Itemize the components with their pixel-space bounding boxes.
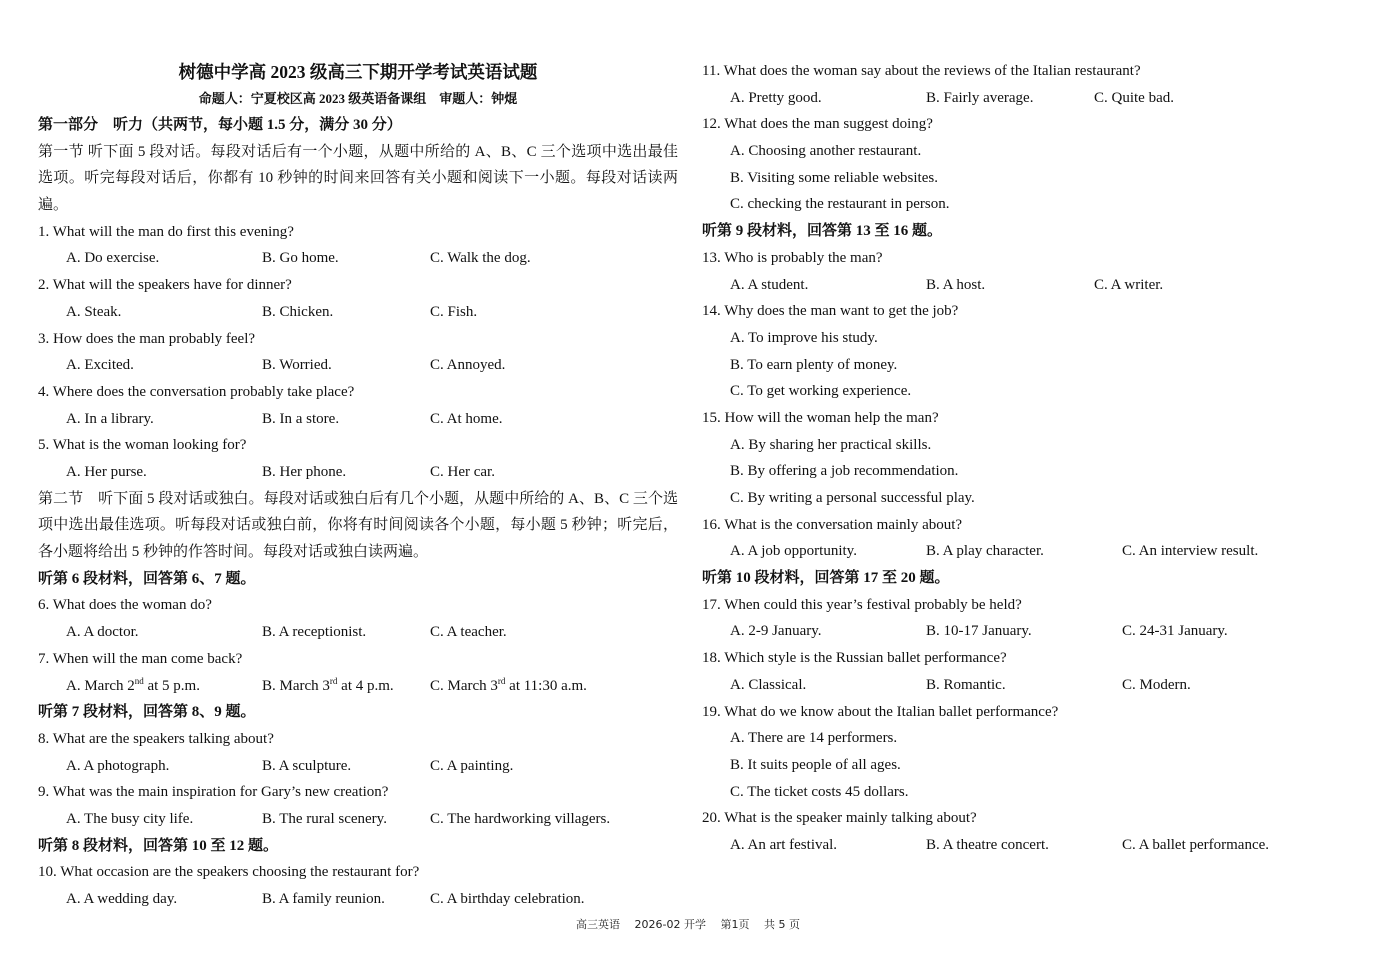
option-b: B. A play character. [926,543,1044,560]
option-c: C. Modern. [1122,676,1191,693]
question-14-option-a: A. To improve his study. [730,329,878,346]
option-a: A. Her purse. [66,463,147,480]
question-15-option-a: A. By sharing her practical skills. [730,436,932,453]
option-b: B. 10-17 January. [926,623,1032,640]
question-2: 2. What will the speakers have for dinner? [38,277,292,294]
option-b-date: B. March 3 [262,677,330,694]
option-c: C. Walk the dog. [430,250,531,267]
right-column [702,58,1342,859]
option-b: B. Her phone. [262,463,347,480]
question-14-option-b: B. To earn plenty of money. [730,356,898,373]
option-b: B. The rural scenery. [262,810,387,827]
question-6: 6. What does the woman do? [38,597,212,614]
question-15: 15. How will the woman help the man? [702,409,939,426]
material-6-heading: 听第 6 段材料，回答第 6、7 题。 [38,570,256,587]
option-a: A. A job opportunity. [730,543,857,560]
question-12-option-a: A. Choosing another restaurant. [730,143,922,160]
option-c: C. A birthday celebration. [430,891,585,908]
question-17-options [702,618,1342,645]
option-a-time: at 5 p.m. [143,677,200,694]
option-a: A. The busy city life. [66,810,194,827]
question-12-option-b: B. Visiting some reliable websites. [730,169,938,186]
question-19: 19. What do we know about the Italian ballet performance? [702,703,1059,720]
left-column [38,58,678,913]
option-a: A. 2-9 January. [730,623,822,640]
option-c: C. The hardworking villagers. [430,810,611,827]
option-a: A. A photograph. [66,757,170,774]
question-12-option-c: C. checking the restaurant in person. [730,196,950,213]
question-11: 11. What does the woman say about the reviews of the Italian restaurant? [702,63,1141,79]
section1-intro: 第一节 听下面 5 段对话。每段对话后有一个小题，从题中所给的 A、B、C 三个选项中选出最佳选项。听完每段对话后，你都有 10 秒钟的时间来回答有关小题和阅读下一小题。每段对话读两遍。 [38,143,678,214]
option-c: C. Her car. [430,463,495,480]
option-a-suffix: nd [134,675,144,686]
option-c: C. A teacher. [430,624,507,641]
question-17: 17. When could this year’s festival probably be held? [702,596,1022,613]
material-9-heading: 听第 9 段材料，回答第 13 至 16 题。 [702,223,943,240]
option-a: A. Excited. [66,357,134,374]
question-19-option-a: A. There are 14 performers. [730,730,898,747]
question-8-options [38,753,678,780]
option-a: A. Classical. [730,676,807,693]
question-5-options [38,459,678,486]
material-7-heading: 听第 7 段材料，回答第 8、9 题。 [38,704,256,721]
option-c-suffix: rd [497,675,506,686]
option-b: B. A theatre concert. [926,836,1049,853]
question-16-options [702,538,1342,565]
question-15-option-b: B. By offering a job recommendation. [730,463,959,480]
option-c: C. A painting. [430,757,514,774]
option-c: C. An interview result. [1122,543,1259,560]
question-7-options [38,673,678,700]
question-15-option-c: C. By writing a personal successful play. [730,490,975,506]
option-c: C. A ballet performance. [1122,836,1270,853]
exam-authors: 命题人：宁夏校区高 2023 级英语备课组 审题人：钟焜 [198,91,518,106]
page-footer: 高三英语 2026-02 开学 第1页 共 5 页 [576,918,800,931]
option-c: C. Annoyed. [430,357,506,374]
option-b: B. Chicken. [262,303,334,320]
question-3: 3. How does the man probably feel? [38,330,256,347]
question-14: 14. Why does the man want to get the job? [702,303,959,320]
option-a: A. In a library. [66,410,154,427]
option-c: C. A writer. [1094,276,1164,293]
question-7: 7. When will the man come back? [38,650,243,667]
question-13-options [702,272,1342,299]
question-1: 1. What will the man do first this evening? [38,223,294,240]
question-4-options [38,406,678,433]
material-8-heading: 听第 8 段材料，回答第 10 至 12 题。 [38,837,279,854]
question-14-option-c: C. To get working experience. [730,383,912,400]
option-a: A. Pretty good. [730,89,822,106]
option-b: B. A host. [926,276,986,293]
option-b: B. Go home. [262,250,339,267]
question-1-options [38,245,678,272]
option-c: C. At home. [430,410,503,427]
question-18: 18. Which style is the Russian ballet performance? [702,650,1007,667]
question-20-options [702,832,1342,859]
option-a-date: A. March 2 [66,677,135,694]
option-b-suffix: rd [329,675,338,686]
option-b: B. A sculpture. [262,757,352,774]
option-c-date: C. March 3 [430,677,498,694]
option-a: A. A wedding day. [66,891,178,908]
question-12: 12. What does the man suggest doing? [702,116,933,133]
option-b: B. Worried. [262,357,332,374]
exam-title: 树德中学高 2023 级高三下期开学考试英语试题 [178,62,538,82]
option-b: B. A receptionist. [262,624,367,641]
question-5: 5. What is the woman looking for? [38,437,247,454]
question-19-option-c: C. The ticket costs 45 dollars. [730,783,909,800]
option-a: A. Steak. [66,303,122,320]
option-a: A. An art festival. [730,836,838,853]
question-20: 20. What is the speaker mainly talking about? [702,810,977,827]
question-9-options [38,806,678,833]
question-16: 16. What is the conversation mainly about? [702,516,963,533]
question-13: 13. Who is probably the man? [702,249,883,266]
question-3-options [38,352,678,379]
option-c-time: at 11:30 a.m. [505,677,587,694]
question-9: 9. What was the main inspiration for Gary’s new creation? [38,784,389,801]
option-b: B. In a store. [262,410,340,427]
option-b-time: at 4 p.m. [337,677,394,694]
question-18-options [702,672,1342,699]
option-c: C. Quite bad. [1094,89,1174,106]
material-10-heading: 听第 10 段材料，回答第 17 至 20 题。 [702,570,950,587]
part1-heading: 第一部分 听力（共两节，每小题 1.5 分，满分 30 分） [38,117,402,133]
option-c: C. 24-31 January. [1122,623,1228,640]
question-2-options [38,299,678,326]
section2-intro: 第二节 听下面 5 段对话或独白。每段对话或独白后有几个小题，从题中所给的 A、B、C 三个选项中选出最佳选项。听每段对话或独白前，你将有时间阅读各个小题，每小题 5 秒钟；听完后，各小题将给出 5 秒钟的作答时间。每段对话或独白读两遍。 [38,490,678,561]
option-b: B. Romantic. [926,676,1006,693]
question-10-options [38,886,678,913]
option-c [430,673,587,700]
option-c: C. Fish. [430,303,478,320]
option-b: B. A family reunion. [262,891,385,908]
option-a: A. A doctor. [66,624,139,641]
option-a: A. Do exercise. [66,250,160,267]
question-4: 4. Where does the conversation probably take place? [38,383,355,400]
question-6-options [38,619,678,646]
question-10: 10. What occasion are the speakers choosing the restaurant for? [38,864,420,881]
question-11-options [702,85,1342,112]
option-a [66,673,200,700]
option-a: A. A student. [730,276,809,293]
question-19-option-b: B. It suits people of all ages. [730,756,901,773]
option-b: B. Fairly average. [926,89,1034,106]
question-8: 8. What are the speakers talking about? [38,730,274,747]
option-b [262,673,394,700]
